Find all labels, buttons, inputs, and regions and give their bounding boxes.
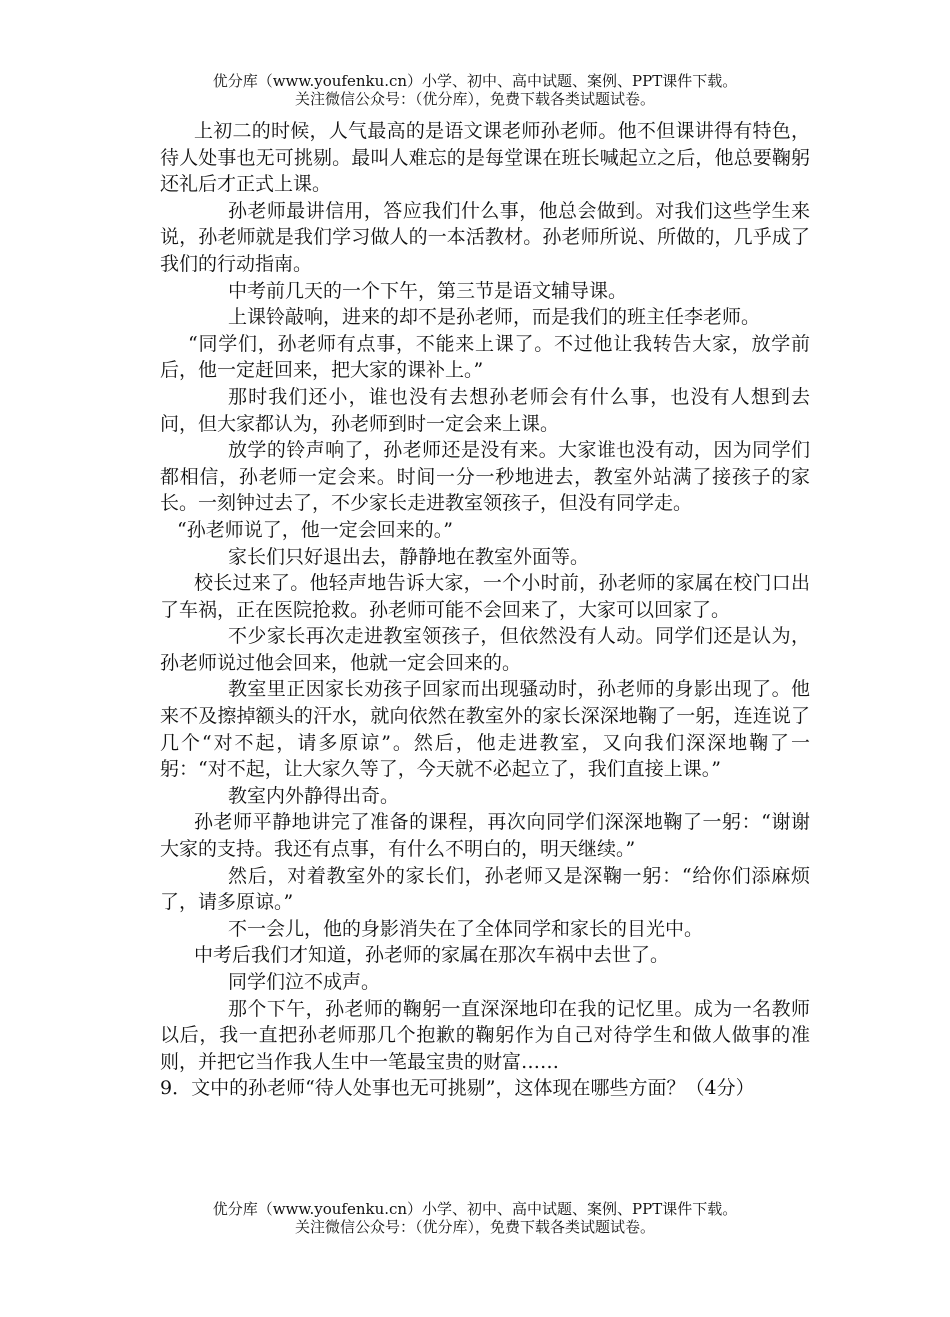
paragraph: 上课铃敲响，进来的却不是孙老师，而是我们的班主任李老师。	[228, 306, 761, 329]
paragraph: 教室内外静得出奇。	[228, 784, 400, 807]
paragraph: 教室里正因家长劝孩子回家而出现骚动时，孙老师的身影出现了。他来不及擦掉额头的汗水，就向依然在教室外的家长深深地鞠了一躬，连连说了几个“对不起，请多原谅”。然后，他走进教室，又向我们深深地鞠了一躬：“对不起，让大家久等了，今天就不必起立了，我们直接上课。”	[160, 678, 810, 781]
paragraph: 不一会儿，他的身影消失在了全体同学和家长的目光中。	[228, 917, 704, 940]
page-header	[0, 72, 950, 108]
header-line-2: 关注微信公众号：（优分库），免费下载各类试题试卷。	[294, 90, 655, 108]
paragraph: 上初二的时候，人气最高的是语文课老师孙老师。他不但课讲得有特色，待人处事也无可挑剔。最叫人难忘的是每堂课在班长喊起立之后，他总要鞠躬还礼后才正式上课。	[160, 120, 810, 196]
paragraph: 同学们泣不成声。	[228, 971, 381, 993]
footer-line-1: 优分库（www.youfenku.cn）小学、初中、高中试题、案例、PPT课件下载。	[212, 1200, 738, 1218]
paragraph: 不少家长再次走进教室领孩子，但依然没有人动。同学们还是认为，孙老师说过他会回来，他就一定会回来的。	[160, 625, 810, 674]
paragraph: 中考后我们才知道，孙老师的家属在那次车祸中去世了。	[194, 944, 670, 967]
paragraph: 放学的铃声响了，孙老师还是没有来。大家谁也没有动，因为同学们都相信，孙老师一定会来。时间一分一秒地进去，教室外站满了接孩子的家长。一刻钟过去了，不少家长走进教室领孩子，但没有同学走。	[160, 439, 810, 515]
paragraph: 孙老师平静地讲完了准备的课程，再次向同学们深深地鞠了一躬：“谢谢大家的支持。我还有点事，有什么不明白的，明天继续。”	[160, 811, 810, 861]
paragraph: 校长过来了。他轻声地告诉大家，一个小时前，孙老师的家属在校门口出了车祸，正在医院抢救。孙老师可能不会回来了，大家可以回家了。	[160, 572, 810, 621]
paragraph: 那时我们还小，谁也没有去想孙老师会有什么事，也没有人想到去问，但大家都认为，孙老师到时一定会来上课。	[160, 385, 810, 435]
page-footer	[0, 1200, 950, 1236]
paragraph: 孙老师最讲信用，答应我们什么事，他总会做到。对我们这些学生来说，孙老师就是我们学习做人的一本活教材。孙老师所说、所做的，几乎成了我们的行动指南。	[160, 199, 810, 275]
header-line-1: 优分库（www.youfenku.cn）小学、初中、高中试题、案例、PPT课件下载。	[212, 72, 738, 90]
article-body	[160, 118, 810, 1102]
paragraph: “同学们，孙老师有点事，不能来上课了。不过他让我转告大家，放学前后，他一定赶回来，把大家的课补上。”	[160, 332, 810, 382]
footer-line-2: 关注微信公众号：（优分库），免费下载各类试题试卷。	[294, 1218, 655, 1236]
question-9: 9．文中的孙老师“待人处事也无可挑剔”，这体现在哪些方面？（4分）	[160, 1077, 755, 1100]
paragraph: “孙老师说了，他一定会回来的。”	[177, 518, 453, 541]
paragraph: 中考前几天的一个下午，第三节是语文辅导课。	[228, 279, 628, 302]
paragraph: 然后，对着教室外的家长们，孙老师又是深鞠一躬：“给你们添麻烦了，请多原谅。”	[160, 864, 810, 914]
paragraph: 那个下午，孙老师的鞠躬一直深深地印在我的记忆里。成为一名教师以后，我一直把孙老师那几个抱歉的鞠躬作为自己对待学生和做人做事的准则，并把它当作我人生中一笔最宝贵的财富……	[160, 997, 810, 1073]
paragraph: 家长们只好退出去，静静地在教室外面等。	[228, 545, 590, 568]
